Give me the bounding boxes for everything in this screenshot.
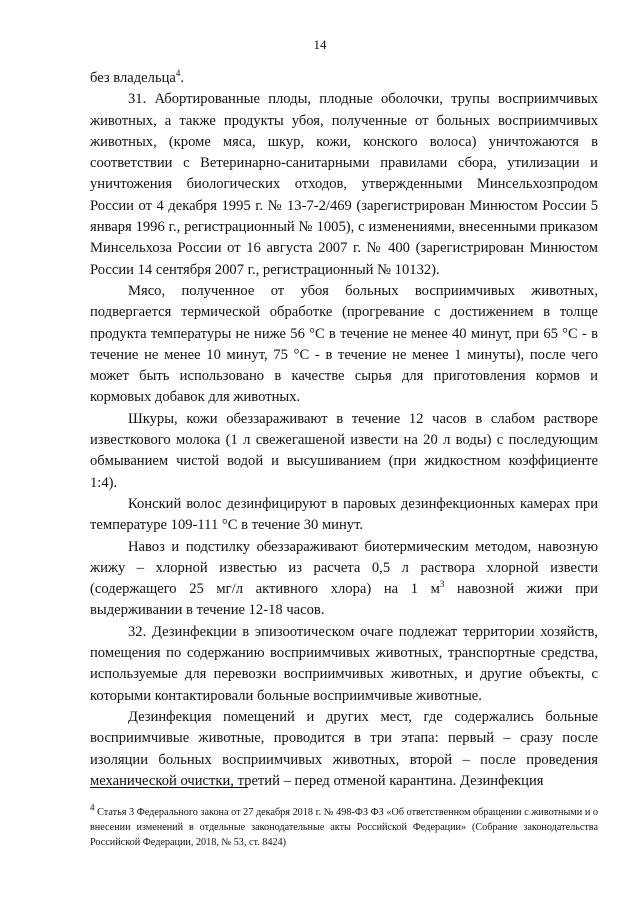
paragraph-hides: Шкуры, кожи обеззараживают в течение 12 часов в слабом растворе известкового молока (1 л свежегашеной извести на 20 л воды) с последующим обмыванием чистой водой и высушиванием (при жидкостном коэффициенте 1:4). (90, 410, 598, 491)
paragraph-text: без владельца (90, 70, 176, 86)
paragraph-text: Навоз и подстилку обеззараживают биотермическим методом, навозную жижу – хлорной известью из расчета 0,5 л раствора хлорной извести (содержащего 25 мг/л активного хлора) на 1 м (90, 538, 598, 598)
paragraph-meat: Мясо, полученное от убоя больных восприимчивых животных, подвергается термической обработке (прогревание с достижением в толще продукта температуры не ниже 56 °С в течение не менее 40 минут, при 65 °С - в течение не менее 10 минут, 75 °С - в течение не менее 1 минуты), после чего может быть использовано в качестве сырья для приготовления кормов и кормовых добавок для животных. (90, 282, 598, 406)
paragraph-item-31: 31. Абортированные плоды, плодные оболочки, трупы восприимчивых животных, а также продукты убоя, полученные от больных восприимчивых животных, (кроме мяса, шкур, кожи, конского волоса) уничтожаются в соответствии с Ветеринарно-санитарными правилами сбора, утилизации и уничтожения биологических отходов, утвержденными Минсельхозпродом России от 4 декабря 1995 г. № 13-7-2/469 (зарегистрирован Минюстом России 5 января 1996 г., регистрационный № 1005), с изменениями, внесенными приказом Минсельхоза России от 16 августа 2007 г. № 400 (зарегистрирован Минюстом России 14 сентября 2007 г., регистрационный № 10132). (90, 91, 598, 278)
paragraph-disinfection: Дезинфекция помещений и других мест, где содержались больные восприимчивые животные, проводится в три этапа: первый – сразу после изоляции больных восприимчивых животных, второй – после проведения механической очистки, третий – перед отменой карантина. Дезинфекция (90, 708, 598, 789)
footnote (90, 802, 598, 850)
paragraph-text-end: навозной жижи при выдерживании в течение 12-18 часов. (90, 581, 598, 619)
paragraph-manure (90, 537, 598, 622)
paragraph-horsehair: Конский волос дезинфицируют в паровых дезинфекционных камерах при температуре 109-111 °С в течение 30 минут. (90, 495, 598, 534)
footnote-text: Статья 3 Федерального закона от 27 декабря 2018 г. № 498-ФЗ ФЗ «Об ответственном обращении с животными и о внесении изменений в отдельные законодательные акты Российской Федерации» (Собрание законодательства Российской Федерации, 2018, № 53, ст. 8424) (90, 807, 598, 848)
footnote-reference: 4 (175, 68, 181, 79)
document-body (90, 68, 598, 792)
paragraph-continuation (90, 68, 598, 89)
paragraph-item-32: 32. Дезинфекции в эпизоотическом очаге подлежат территории хозяйств, помещения по содержанию восприимчивых животных, транспортные средства, используемые для перевозки восприимчивых животных, и другие объекты, с которыми контактировали больные восприимчивые животные. (90, 623, 598, 704)
footnote-divider (90, 787, 248, 788)
paragraph-text-end: . (180, 70, 185, 86)
footnote-marker: 4 (90, 802, 95, 813)
superscript-exponent: 3 (439, 579, 445, 590)
page-number: 14 (313, 37, 327, 52)
